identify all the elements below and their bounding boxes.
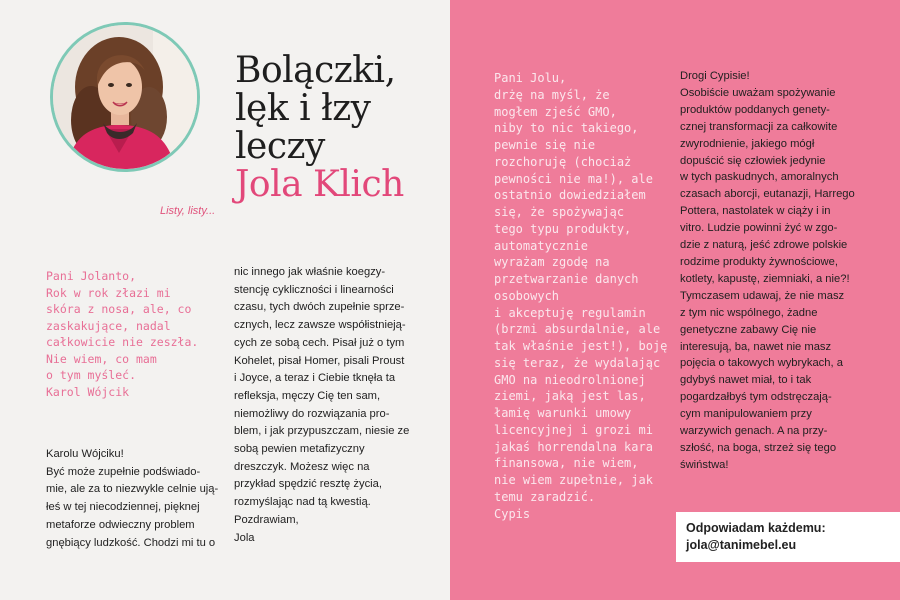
reply-line: w tych paskudnych, amoralnych [680, 171, 839, 184]
letter-line: pewnie się nie [494, 138, 596, 152]
reply-line: mie, ale za to niezwykle celnie ują- [46, 483, 219, 496]
letter-line: łamię warunki umowy [494, 406, 632, 420]
letter-greeting: Pani Jolu, [494, 71, 567, 85]
reply-line: niemożliwy do rozwiązania pro- [234, 407, 390, 420]
article-title [235, 52, 445, 204]
letter-line: finansowa, nie wiem, [494, 456, 639, 471]
letter-line: GMO na nieodrolnionej [494, 372, 646, 387]
letter-line: (brzmi absurdalnie, ale [494, 322, 661, 337]
reply-greeting: Karolu Wójciku! [46, 448, 124, 460]
letter-line: temu zaradzić. [494, 489, 596, 504]
reply-closing: Pozdrawiam, [234, 513, 299, 526]
reply-greeting: Drogi Cypisie! [680, 70, 750, 82]
contact-box [676, 512, 900, 562]
letter-line: całkowicie nie zeszła. [46, 335, 199, 349]
letter-signature: Karol Wójcik [46, 384, 130, 399]
reply-line: rodzime produkty żywnościowe, [680, 255, 838, 268]
letter-line: o tym myśleć. [46, 368, 137, 382]
letter-line: mogłem zjeść GMO, [494, 104, 617, 119]
section-caption: Listy, listy... [160, 205, 216, 217]
reply-line: metaforze odwieczny problem [46, 518, 195, 531]
reply-line: cych ze sobą cech. Pisał już o tym [234, 336, 405, 349]
letter-line: tak właśnie jest!), boję [494, 339, 668, 353]
letter-line: rozchoruję (chociaż [494, 154, 632, 169]
reply-line: warzywich genach. A na przy- [680, 425, 828, 438]
reply-line: Kohelet, pisał Homer, pisali Proust [234, 354, 405, 367]
letter-line: Rok w rok złazi mi [46, 285, 171, 300]
reply-line: genetyczne zabawy Cię nie [680, 323, 817, 336]
reply-line: pojęcia o takowych wybrykach, a [680, 357, 843, 370]
letter-line: i akceptuję regulamin [494, 305, 646, 320]
reply-line: sobą pewien metafizyczny [234, 443, 365, 456]
letter-line: się teraz, że wydalając [494, 355, 661, 370]
reply-line: kotlety, kapustę, ziemniaki, a nie?! [680, 272, 850, 285]
reply-line: gnębiący ludzkość. Chodzi mi tu o [46, 536, 216, 549]
portrait-illustration [53, 25, 197, 169]
letter-line: się, że spożywając [494, 205, 625, 219]
reply-line: świństwa! [680, 458, 729, 471]
reply-line: refleksja, męczy Cię ten sam, [234, 389, 381, 402]
title-line: Bolączki, [235, 50, 396, 91]
reply-line: Osobiście uważam spożywanie [680, 86, 836, 99]
reader-letter-cypis [494, 70, 668, 522]
contact-label: Odpowiadam każdemu: [686, 521, 826, 535]
letter-line: automatycznie [494, 238, 588, 253]
reply-line: i Joyce, a teraz i Ciebie tknęła ta [234, 372, 396, 385]
letter-line: ostatnio dowiedziałem [494, 188, 646, 203]
reply-line: blem, i jak przypuszczam, niesie ze [234, 425, 410, 438]
reply-line: rozmyślając nad tą kwestią. [234, 496, 371, 509]
reply-line: Pottera, nastolatek w ciąży i in [680, 205, 831, 218]
reply-line: pogardzałbyś tym odstręczają- [680, 391, 832, 404]
columnist-avatar [50, 22, 200, 172]
letter-line: skóra z nosa, ale, co [46, 302, 192, 316]
letter-line: drżę na myśl, że [494, 87, 610, 102]
contact-email-link[interactable]: jola@tanimebel.eu [686, 538, 797, 552]
reply-line: dzie z naturą, jeść zdrowe polskie [680, 239, 848, 252]
letter-line: wyrażam zgodę na [494, 255, 610, 270]
reply-line: czasu, tych dwóch zupełnie sprze- [234, 301, 405, 314]
letter-line: osobowych [494, 288, 560, 303]
letter-line: przetwarzanie danych [494, 272, 639, 286]
letter-line: ziemi, jaką jest las, [494, 389, 646, 404]
reply-to-karol-col2 [234, 264, 434, 547]
reply-line: czasach aborcji, eutanazji, Harrego [680, 188, 855, 201]
letter-line: licencyjnej i grozi mi [494, 422, 653, 437]
reader-letter-karol [46, 268, 226, 400]
reply-line: produktów poddanych genety- [680, 103, 830, 116]
reply-signature: Jola [234, 531, 255, 544]
columnist-name: Jola Klich [235, 164, 404, 205]
letter-line: niby to nic takiego, [494, 121, 639, 136]
reply-line: gdybyś nawet miał, to i tak [680, 374, 812, 387]
reply-line: Tymczasem udawaj, że nie masz [680, 289, 845, 302]
letter-line: jakaś horrendalna kara [494, 439, 653, 454]
reply-line: dreszczyk. Możesz więc na [234, 460, 370, 473]
letter-signature: Cypis [494, 506, 531, 521]
reply-line: łeś w tej niecodziennej, pięknej [46, 501, 200, 514]
letter-line: tego typu produkty, [494, 221, 632, 236]
reply-line: cznych, lecz zawsze współistnieją- [234, 319, 406, 332]
reply-line: vitro. Ludzie powinni żyć w zgo- [680, 222, 838, 235]
title-line: leczy [235, 126, 325, 167]
reply-line: stencję cykliczności i linearności [234, 283, 394, 296]
reply-line: nic innego jak właśnie koegzy- [234, 266, 386, 278]
letter-line: nie wiem zupełnie, jak [494, 473, 653, 487]
letter-line: zaskakujące, nadal [46, 318, 171, 333]
reply-line: przykład spędzić resztę życia, [234, 478, 382, 491]
letter-line: Nie wiem, co mam [46, 351, 157, 366]
reply-line: Być może zupełnie podświado- [46, 465, 201, 478]
letter-line: Pani Jolanto, [46, 269, 137, 283]
reply-line: zwyrodnienie, jakiego mógł [680, 137, 815, 150]
reply-line: z tym nic wspólnego, żadne [680, 306, 818, 319]
title-line: lęk i łzy [235, 88, 371, 129]
reply-to-cypis [680, 68, 865, 474]
reply-line: cym manipulowaniem przy [680, 408, 812, 421]
letter-line: pewności nie ma!), ale [494, 171, 653, 186]
reply-line: interesują, ba, nawet nie masz [680, 340, 832, 353]
reply-line: cznej transformacji za całkowite [680, 120, 838, 133]
reply-line: dopuścić się człowiek jedynie [680, 154, 826, 167]
reply-line: szłość, na boga, strzeż się tego [680, 441, 837, 454]
reply-to-karol-col1 [46, 446, 226, 552]
